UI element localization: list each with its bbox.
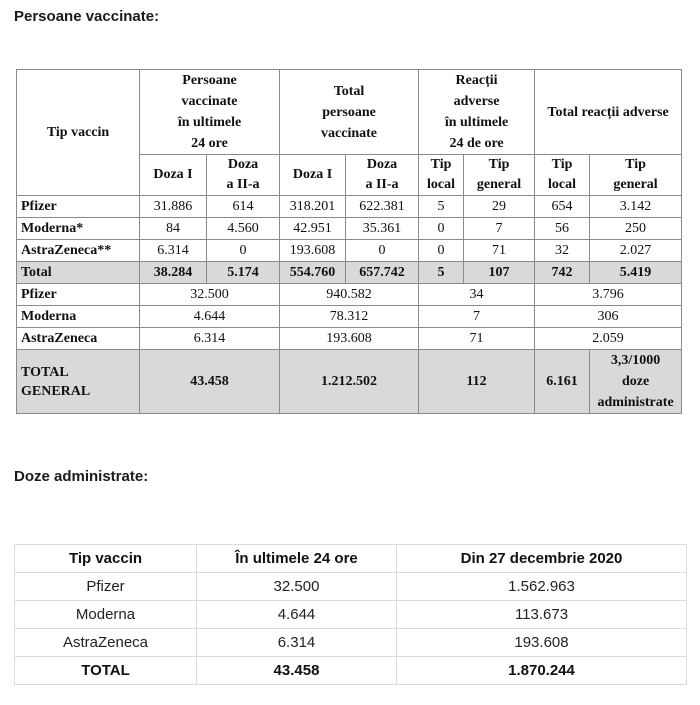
section-heading-vaccinated: Persoane vaccinate: — [14, 8, 160, 25]
subheader-doza-2: Doza a II-a — [207, 155, 280, 196]
grand-total-row: TOTAL GENERAL 43.458 1.212.502 112 6.161 3,3/1000 doze administrate — [17, 350, 682, 414]
total-row: TOTAL 43.458 1.870.244 — [15, 657, 687, 685]
table-row: AstraZeneca** 6.314 0 193.608 0 0 71 32 2.027 — [17, 240, 682, 262]
subheader-total-tip-local: Tip local — [535, 155, 590, 196]
subheader-tip-local: Tip local — [419, 155, 464, 196]
table-row: AstraZeneca 6.314 193.608 — [15, 629, 687, 657]
table-row: Pfizer 32.500 1.562.963 — [15, 573, 687, 601]
merged-row: Moderna 4.644 78.312 7 306 — [17, 306, 682, 328]
total-row: Total 38.284 5.174 554.760 657.742 5 107 742 5.419 — [17, 262, 682, 284]
header-total-reactions: Total reacții adverse — [535, 70, 682, 155]
header-reactions-24h: Reacții adverse în ultimele 24 de ore — [419, 70, 535, 155]
table-row: Moderna* 84 4.560 42.951 35.361 0 7 56 250 — [17, 218, 682, 240]
grand-total-rate: 3,3/1000 doze administrate — [590, 350, 682, 414]
header-total-persons: Total persoane vaccinate — [280, 70, 419, 155]
subheader-doza-1: Doza I — [140, 155, 207, 196]
header-last-24h: Persoane vaccinate în ultimele 24 ore — [140, 70, 280, 155]
merged-row: Pfizer 32.500 940.582 34 3.796 — [17, 284, 682, 306]
table-row: Pfizer 31.886 614 318.201 622.381 5 29 654 3.142 — [17, 196, 682, 218]
table-header-row: Tip vaccin În ultimele 24 ore Din 27 decembrie 2020 — [15, 545, 687, 573]
subheader-tip-general: Tip general — [464, 155, 535, 196]
subheader-total-doza-2: Doza a II-a — [346, 155, 419, 196]
header-tip-vaccin: Tip vaccin — [17, 70, 140, 196]
administered-doses-table — [14, 544, 687, 685]
vaccinated-persons-table — [16, 69, 682, 414]
merged-row: AstraZeneca 6.314 193.608 71 2.059 — [17, 328, 682, 350]
section-heading-doses: Doze administrate: — [14, 468, 149, 485]
subheader-total-doza-1: Doza I — [280, 155, 346, 196]
subheader-total-tip-general: Tip general — [590, 155, 682, 196]
table-row: Moderna 4.644 113.673 — [15, 601, 687, 629]
grand-total-label: TOTAL GENERAL — [17, 350, 140, 414]
